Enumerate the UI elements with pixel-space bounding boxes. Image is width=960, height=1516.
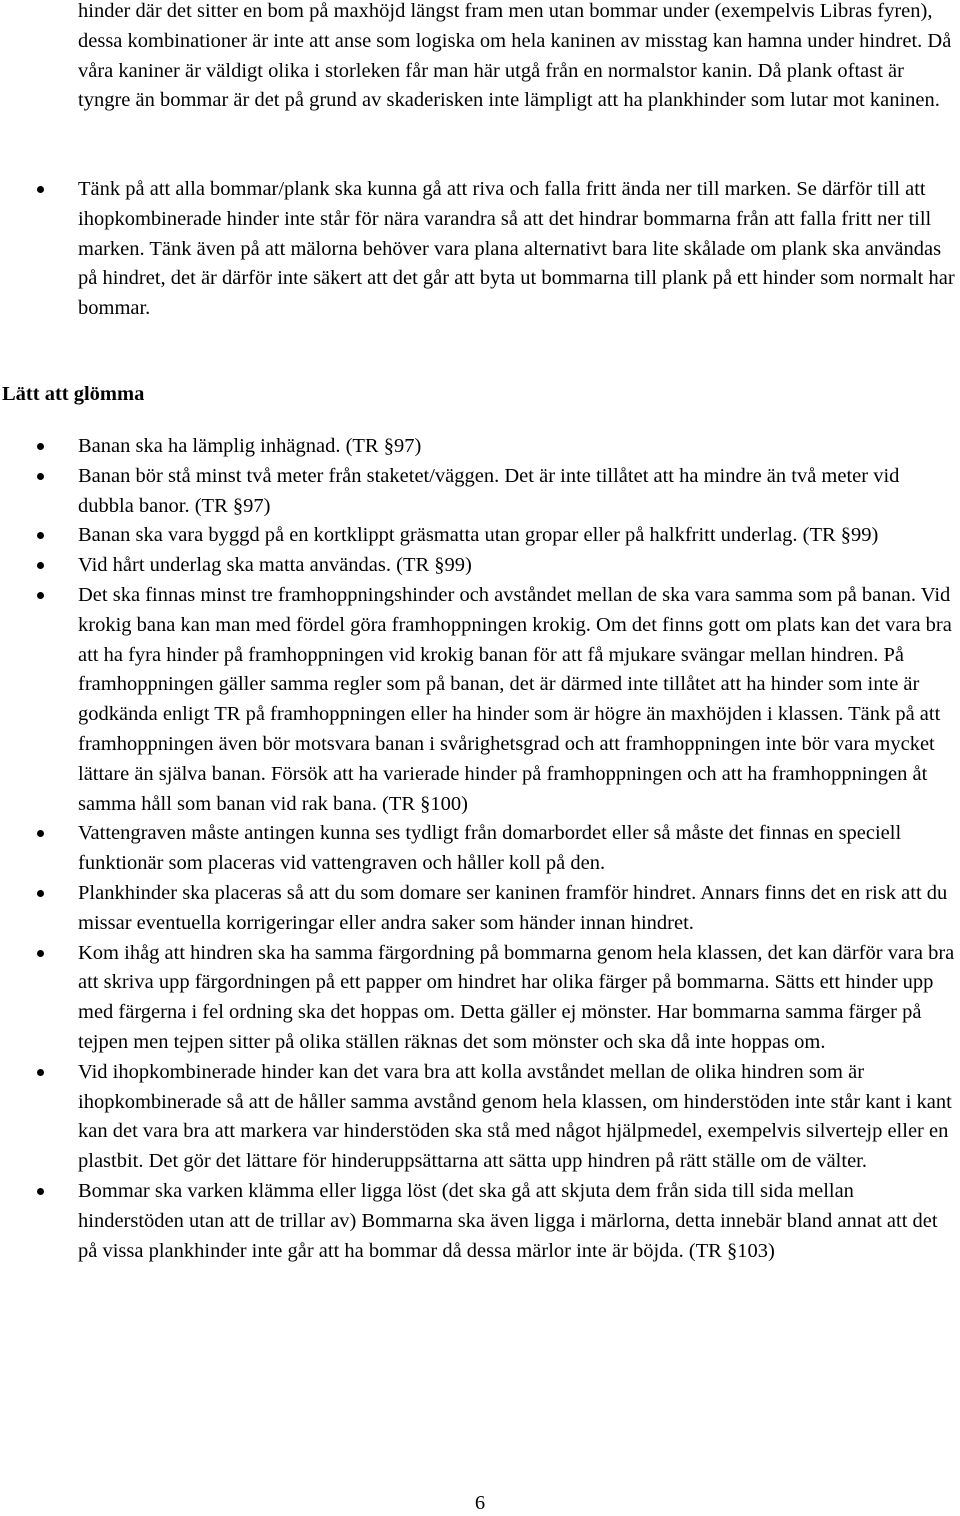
list-item-text: Banan ska ha lämplig inhägnad. (TR §97) (78, 435, 422, 457)
list-item-text: Bommar ska varken klämma eller ligga löst (det ska gå att skjuta dem från sida till sida mellan hinderstöden utan att de trillar av) Bommarna ska även ligga i märlorna, detta innebär bland annat att det på vissa plankhinder inte går att ha bommar då dessa märlor inte är böjda. (TR §103) (78, 1179, 938, 1262)
list-item (0, 432, 960, 462)
bullet-icon (37, 186, 44, 193)
list-item (0, 1177, 960, 1266)
bullet-icon (37, 443, 44, 450)
list-item (0, 521, 960, 551)
list-item (0, 462, 960, 522)
bullet-icon (37, 532, 44, 539)
continuation-paragraph: hinder där det sitter en bom på maxhöjd längst fram men utan bommar under (exempelvis Libras fyren), dessa kombinationer är inte att anse som logiska om hela kaninen av misstag kan hamna under hindret. Då våra kaniner är väldigt olika i storleken får man här utgå från en normalstor kanin. Då plank oftast är tyngre än bommar är det på grund av skaderisken inte lämpligt att ha plankhinder som lutar mot kaninen. (78, 0, 952, 112)
list-item (0, 939, 960, 1058)
bullet-list-2 (0, 432, 960, 1266)
bullet-icon (37, 890, 44, 897)
bullet-list-1 (0, 175, 960, 324)
bullet-icon (37, 1069, 44, 1076)
list-item (0, 1058, 960, 1177)
bullet-icon (37, 592, 44, 599)
list-item (0, 175, 960, 324)
list-item-text: Vattengraven måste antingen kunna ses tydligt från domarbordet eller så måste det finnas en speciell funktionär som placeras vid vattengraven och håller koll på den. (78, 822, 902, 875)
bullet-icon (37, 473, 44, 480)
list-item (0, 879, 960, 939)
list-item-text: Det ska finnas minst tre framhoppningshinder och avståndet mellan de ska vara samma som på banan. Vid krokig bana kan man med fördel göra framhoppningen krokig. Om det finns gott om plats kan det vara bra att ha fyra hinder på framhoppningen vid krokig banan för att få mjukare svängar mellan hindren. På framhoppningen gäller samma regler som på banan, det är därmed inte tillåtet att ha hinder som inte är godkända enligt TR på framhoppningen eller ha hinder som är högre än maxhöjden i klassen. Tänk på att framhoppningen även bör motsvara banan i svårighetsgrad och att framhoppningen inte bör vara mycket lättare än själva banan. Försök att ha varierade hinder på framhoppningen och att ha framhoppningen åt samma håll som banan vid rak bana. (TR §100) (78, 583, 952, 815)
list-item-text: Kom ihåg att hindren ska ha samma färgordning på bommarna genom hela klassen, det kan därför vara bra att skriva upp färgordningen på ett papper om hindret har olika färger på bommarna. Sätts ett hinder upp med färgerna i fel ordning ska det hoppas om. Detta gäller ej mönster. Har bommarna samma färger på tejpen men tejpen sitter på olika ställen räknas det som mönster och ska då inte hoppas om. (78, 941, 955, 1053)
bullet-icon (37, 1188, 44, 1195)
page-number: 6 (474, 1492, 486, 1514)
list-item-text: Vid ihopkombinerade hinder kan det vara bra att kolla avståndet mellan de olika hindren som är ihopkombinerade så att de håller samma avstånd genom hela klassen, om hinderstöden inte står kant i kant kan det vara bra att markera var hinderstöden ska stå med något hjälpmedel, exempelvis silvertejp eller en plastbit. Det gör det lättare för hinderuppsättarna att sätta upp hindren på rätt ställe om de välter. (78, 1060, 952, 1173)
bullet-icon (37, 950, 44, 957)
list-item-text: Banan ska vara byggd på en kortklippt gräsmatta utan gropar eller på halkfritt underlag. (TR §99) (78, 524, 879, 547)
list-item-text: Vid hårt underlag ska matta användas. (TR §99) (78, 554, 472, 577)
list-item-text: Banan bör stå minst två meter från staketet/väggen. Det är inte tillåtet att ha mindre än två meter vid dubbla banor. (TR §97) (78, 464, 900, 517)
list-item (0, 581, 960, 819)
list-item-text: Plankhinder ska placeras så att du som domare ser kaninen framför hindret. Annars finns det en risk att du missar eventuella korrigeringar eller andra saker som händer innan hindret. (78, 881, 948, 934)
bullet-icon (37, 830, 44, 837)
list-item (0, 819, 960, 879)
list-item (0, 551, 960, 581)
section-heading: Lätt att glömma (2, 383, 145, 405)
bullet-icon (37, 562, 44, 569)
list-item-text: Tänk på att alla bommar/plank ska kunna gå att riva och falla fritt ända ner till marken. Se därför till att ihopkombinerade hinder inte står för nära varandra så att det hindrar bommarna från att falla fritt ner till marken. Tänk även på att mälorna behöver vara plana alternativt bara lite skålade om plank ska användas på hindret, det är därför inte säkert att det går att byta ut bommarna till plank på ett hinder som normalt har bommar. (78, 178, 955, 320)
